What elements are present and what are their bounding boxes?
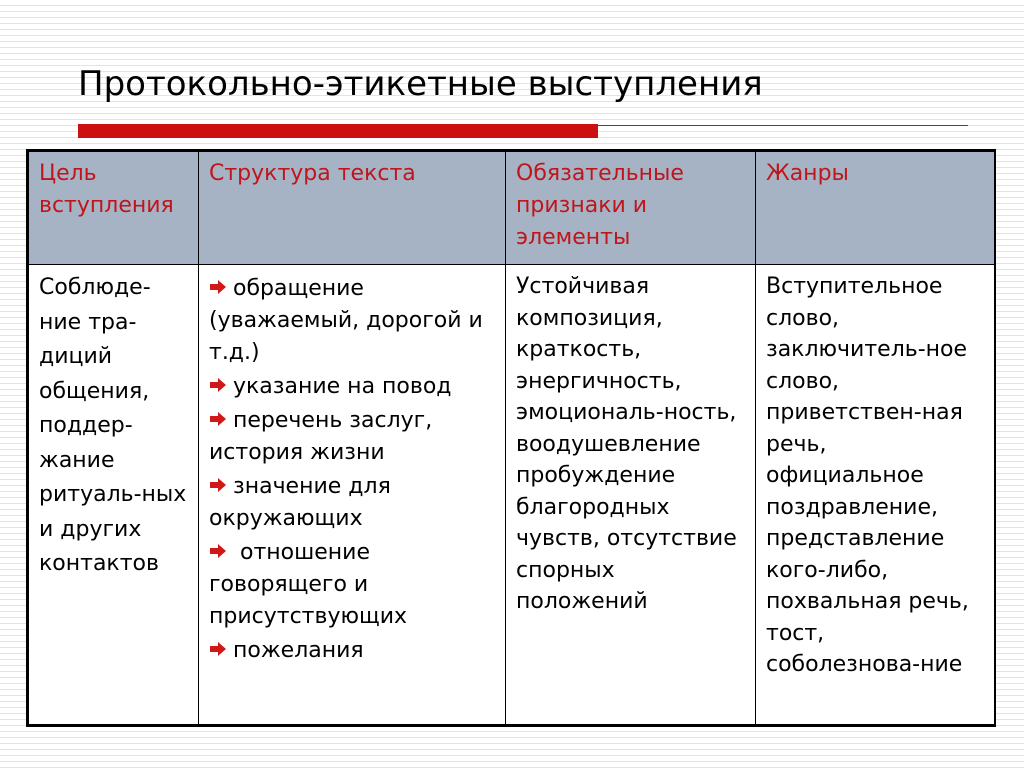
- structure-item-text: перечень заслуг, история жизни: [209, 408, 433, 465]
- structure-item-text: пожелания: [233, 638, 364, 663]
- title-accent-bar: [78, 124, 598, 138]
- structure-item: [209, 273, 495, 369]
- structure-item: [209, 537, 495, 633]
- arrow-bullet-icon: [209, 378, 227, 392]
- arrow-bullet-icon: [209, 642, 227, 656]
- header-genres: Жанры: [756, 152, 995, 265]
- cell-features: Устойчивая композиция, краткость, энергичность, эмоциональ-ность, воодушевление пробуждение благородных чувств, отсутствие спорных положений: [506, 265, 756, 725]
- structure-item: [209, 405, 495, 469]
- arrow-bullet-icon: [209, 280, 227, 294]
- structure-item: [209, 471, 495, 535]
- arrow-bullet-icon: [209, 412, 227, 426]
- structure-item-text: отношение говорящего и присутствующих: [209, 540, 408, 629]
- cell-structure: [199, 265, 506, 725]
- arrow-bullet-icon: [209, 478, 227, 492]
- structure-item: [209, 635, 495, 667]
- header-structure: Структура текста: [199, 152, 506, 265]
- speech-types-table: [26, 149, 996, 727]
- title-accent-line: [598, 125, 968, 126]
- table-header-row: [29, 152, 995, 265]
- structure-item-text: значение для окружающих: [209, 474, 391, 531]
- structure-item: [209, 371, 495, 403]
- structure-item-text: обращение (уважаемый, дорогой и т.д.): [209, 276, 483, 365]
- structure-item-text: указание на повод: [233, 374, 452, 399]
- table: [28, 151, 995, 725]
- cell-goal: Соблюде-ние тра-диций общения, поддер-жание ритуаль-ных и других контактов: [29, 265, 199, 725]
- table-row: [29, 265, 995, 725]
- arrow-bullet-icon: [209, 544, 227, 558]
- cell-genres: Вступительное слово, заключитель-ное слово, приветствен-ная речь, официальное поздравление, представление кого-либо, похвальная речь, тост, соболезнова-ние: [756, 265, 995, 725]
- header-goal: Цель вступления: [29, 152, 199, 265]
- header-features: Обязательные признаки и элементы: [506, 152, 756, 265]
- slide-title: Протокольно-этикетные выступления: [78, 64, 763, 104]
